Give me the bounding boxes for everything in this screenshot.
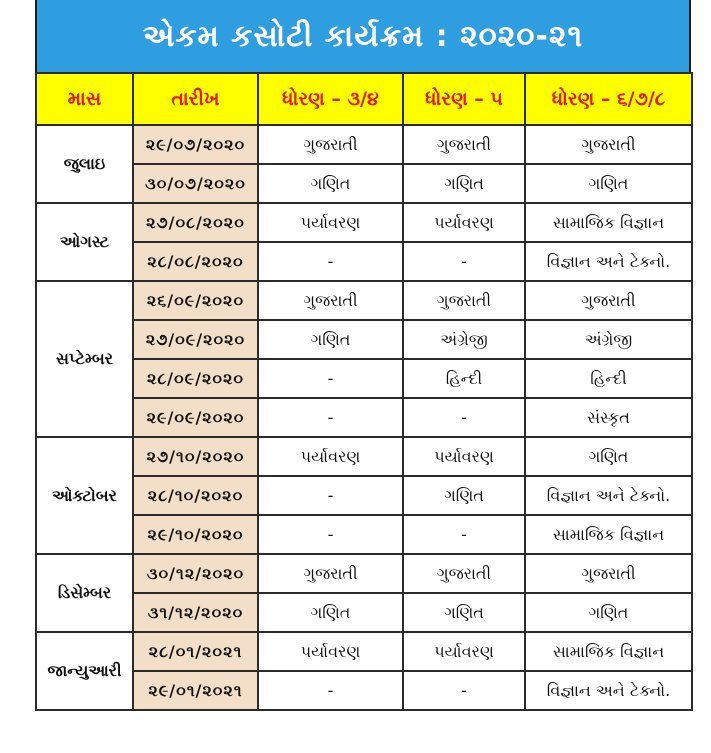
subject-cell-std-5: પર્યાવરણ (403, 437, 525, 476)
subject-cell-std-6-7-8: વિજ્ઞાન અને ટેક્નો. (525, 476, 692, 515)
date-cell: ૩૧/૧૨/૨૦૨૦ (133, 593, 258, 632)
month-cell: ઓક્ટોબર (36, 437, 133, 554)
subject-cell-std-3-4: પર્યાવરણ (258, 437, 403, 476)
date-cell: ૨૭/૦૮/૨૦૨૦ (133, 203, 258, 242)
subject-cell-std-5: ગણિત (403, 476, 525, 515)
page-title: એકમ કસોટી કાર્યક્રમ : ૨૦૨૦-૨૧ (142, 18, 584, 54)
subject-cell-std-6-7-8: વિજ્ઞાન અને ટેક્નો. (525, 242, 692, 281)
title-bar (35, 0, 691, 72)
table-row (36, 476, 692, 515)
subject-cell-std-3-4: પર્યાવરણ (258, 632, 403, 671)
subject-cell-std-3-4: પર્યાવરણ (258, 203, 403, 242)
subject-cell-std-3-4: ગુજરાતી (258, 125, 403, 164)
table-row (36, 359, 692, 398)
subject-cell-std-5: - (403, 671, 525, 710)
subject-cell-std-5: પર્યાવરણ (403, 203, 525, 242)
table-row (36, 398, 692, 437)
subject-cell-std-5: પર્યાવરણ (403, 632, 525, 671)
subject-cell-std-5: ગણિત (403, 164, 525, 203)
date-cell: ૨૮/૦૮/૨૦૨૦ (133, 242, 258, 281)
subject-cell-std-3-4: ગણિત (258, 593, 403, 632)
subject-cell-std-5: ગુજરાતી (403, 554, 525, 593)
subject-cell-std-5: ગણિત (403, 593, 525, 632)
header-row (36, 73, 692, 125)
month-cell: ડિસેમ્બર (36, 554, 133, 632)
subject-cell-std-3-4: ગણિત (258, 320, 403, 359)
subject-cell-std-3-4: ગુજરાતી (258, 554, 403, 593)
date-cell: ૨૬/૦૯/૨૦૨૦ (133, 281, 258, 320)
date-cell: ૨૮/૦૧/૨૦૨૧ (133, 632, 258, 671)
table-row (36, 320, 692, 359)
subject-cell-std-6-7-8: હિન્દી (525, 359, 692, 398)
table-row (36, 281, 692, 320)
subject-cell-std-5: - (403, 242, 525, 281)
date-cell: ૨૯/૧૦/૨૦૨૦ (133, 515, 258, 554)
date-cell: ૩૦/૧૨/૨૦૨૦ (133, 554, 258, 593)
subject-cell-std-6-7-8: વિજ્ઞાન અને ટેક્નો. (525, 671, 692, 710)
subject-cell-std-6-7-8: ગુજરાતી (525, 554, 692, 593)
subject-cell-std-3-4: - (258, 671, 403, 710)
subject-cell-std-5: હિન્દી (403, 359, 525, 398)
table-row (36, 515, 692, 554)
month-cell: ઓગસ્ટ (36, 203, 133, 281)
subject-cell-std-6-7-8: સંસ્કૃત (525, 398, 692, 437)
table-row (36, 125, 692, 164)
table-row (36, 164, 692, 203)
date-cell: ૨૯/૦૯/૨૦૨૦ (133, 398, 258, 437)
month-cell: જુલાઇ (36, 125, 133, 203)
subject-cell-std-6-7-8: સામાજિક વિજ્ઞાન (525, 515, 692, 554)
subject-cell-std-3-4: - (258, 476, 403, 515)
month-cell: જાન્યુઆરી (36, 632, 133, 710)
subject-cell-std-5: - (403, 398, 525, 437)
header-std-3-4: ધોરણ – ૩/૪ (258, 73, 403, 125)
subject-cell-std-3-4: - (258, 398, 403, 437)
date-cell: ૨૮/૧૦/૨૦૨૦ (133, 476, 258, 515)
subject-cell-std-6-7-8: ગણિત (525, 593, 692, 632)
subject-cell-std-5: - (403, 515, 525, 554)
table-row (36, 203, 692, 242)
subject-cell-std-5: અંગ્રેજી (403, 320, 525, 359)
subject-cell-std-6-7-8: અંગ્રેજી (525, 320, 692, 359)
schedule-body (36, 125, 692, 710)
header-date: તારીખ (133, 73, 258, 125)
subject-cell-std-3-4: - (258, 242, 403, 281)
table-row (36, 632, 692, 671)
header-std-6-7-8: ધોરણ – ૬/૭/૮ (525, 73, 692, 125)
subject-cell-std-6-7-8: સામાજિક વિજ્ઞાન (525, 632, 692, 671)
schedule-table (35, 72, 693, 711)
date-cell: ૨૭/૧૦/૨૦૨૦ (133, 437, 258, 476)
header-month: માસ (36, 73, 133, 125)
subject-cell-std-3-4: ગણિત (258, 164, 403, 203)
table-row (36, 671, 692, 710)
subject-cell-std-3-4: ગુજરાતી (258, 281, 403, 320)
subject-cell-std-6-7-8: સામાજિક વિજ્ઞાન (525, 203, 692, 242)
subject-cell-std-3-4: - (258, 515, 403, 554)
subject-cell-std-6-7-8: ગુજરાતી (525, 125, 692, 164)
table-row (36, 242, 692, 281)
table-row (36, 593, 692, 632)
subject-cell-std-6-7-8: ગુજરાતી (525, 281, 692, 320)
subject-cell-std-6-7-8: ગણિત (525, 437, 692, 476)
date-cell: ૨૭/૦૯/૨૦૨૦ (133, 320, 258, 359)
date-cell: ૨૯/૦૭/૨૦૨૦ (133, 125, 258, 164)
date-cell: ૩૦/૦૭/૨૦૨૦ (133, 164, 258, 203)
table-row (36, 437, 692, 476)
subject-cell-std-5: ગુજરાતી (403, 125, 525, 164)
date-cell: ૨૯/૦૧/૨૦૨૧ (133, 671, 258, 710)
month-cell: સપ્ટેમ્બર (36, 281, 133, 437)
table-row (36, 554, 692, 593)
subject-cell-std-3-4: - (258, 359, 403, 398)
date-cell: ૨૮/૦૯/૨૦૨૦ (133, 359, 258, 398)
subject-cell-std-6-7-8: ગણિત (525, 164, 692, 203)
header-std-5: ધોરણ – ૫ (403, 73, 525, 125)
subject-cell-std-5: ગુજરાતી (403, 281, 525, 320)
